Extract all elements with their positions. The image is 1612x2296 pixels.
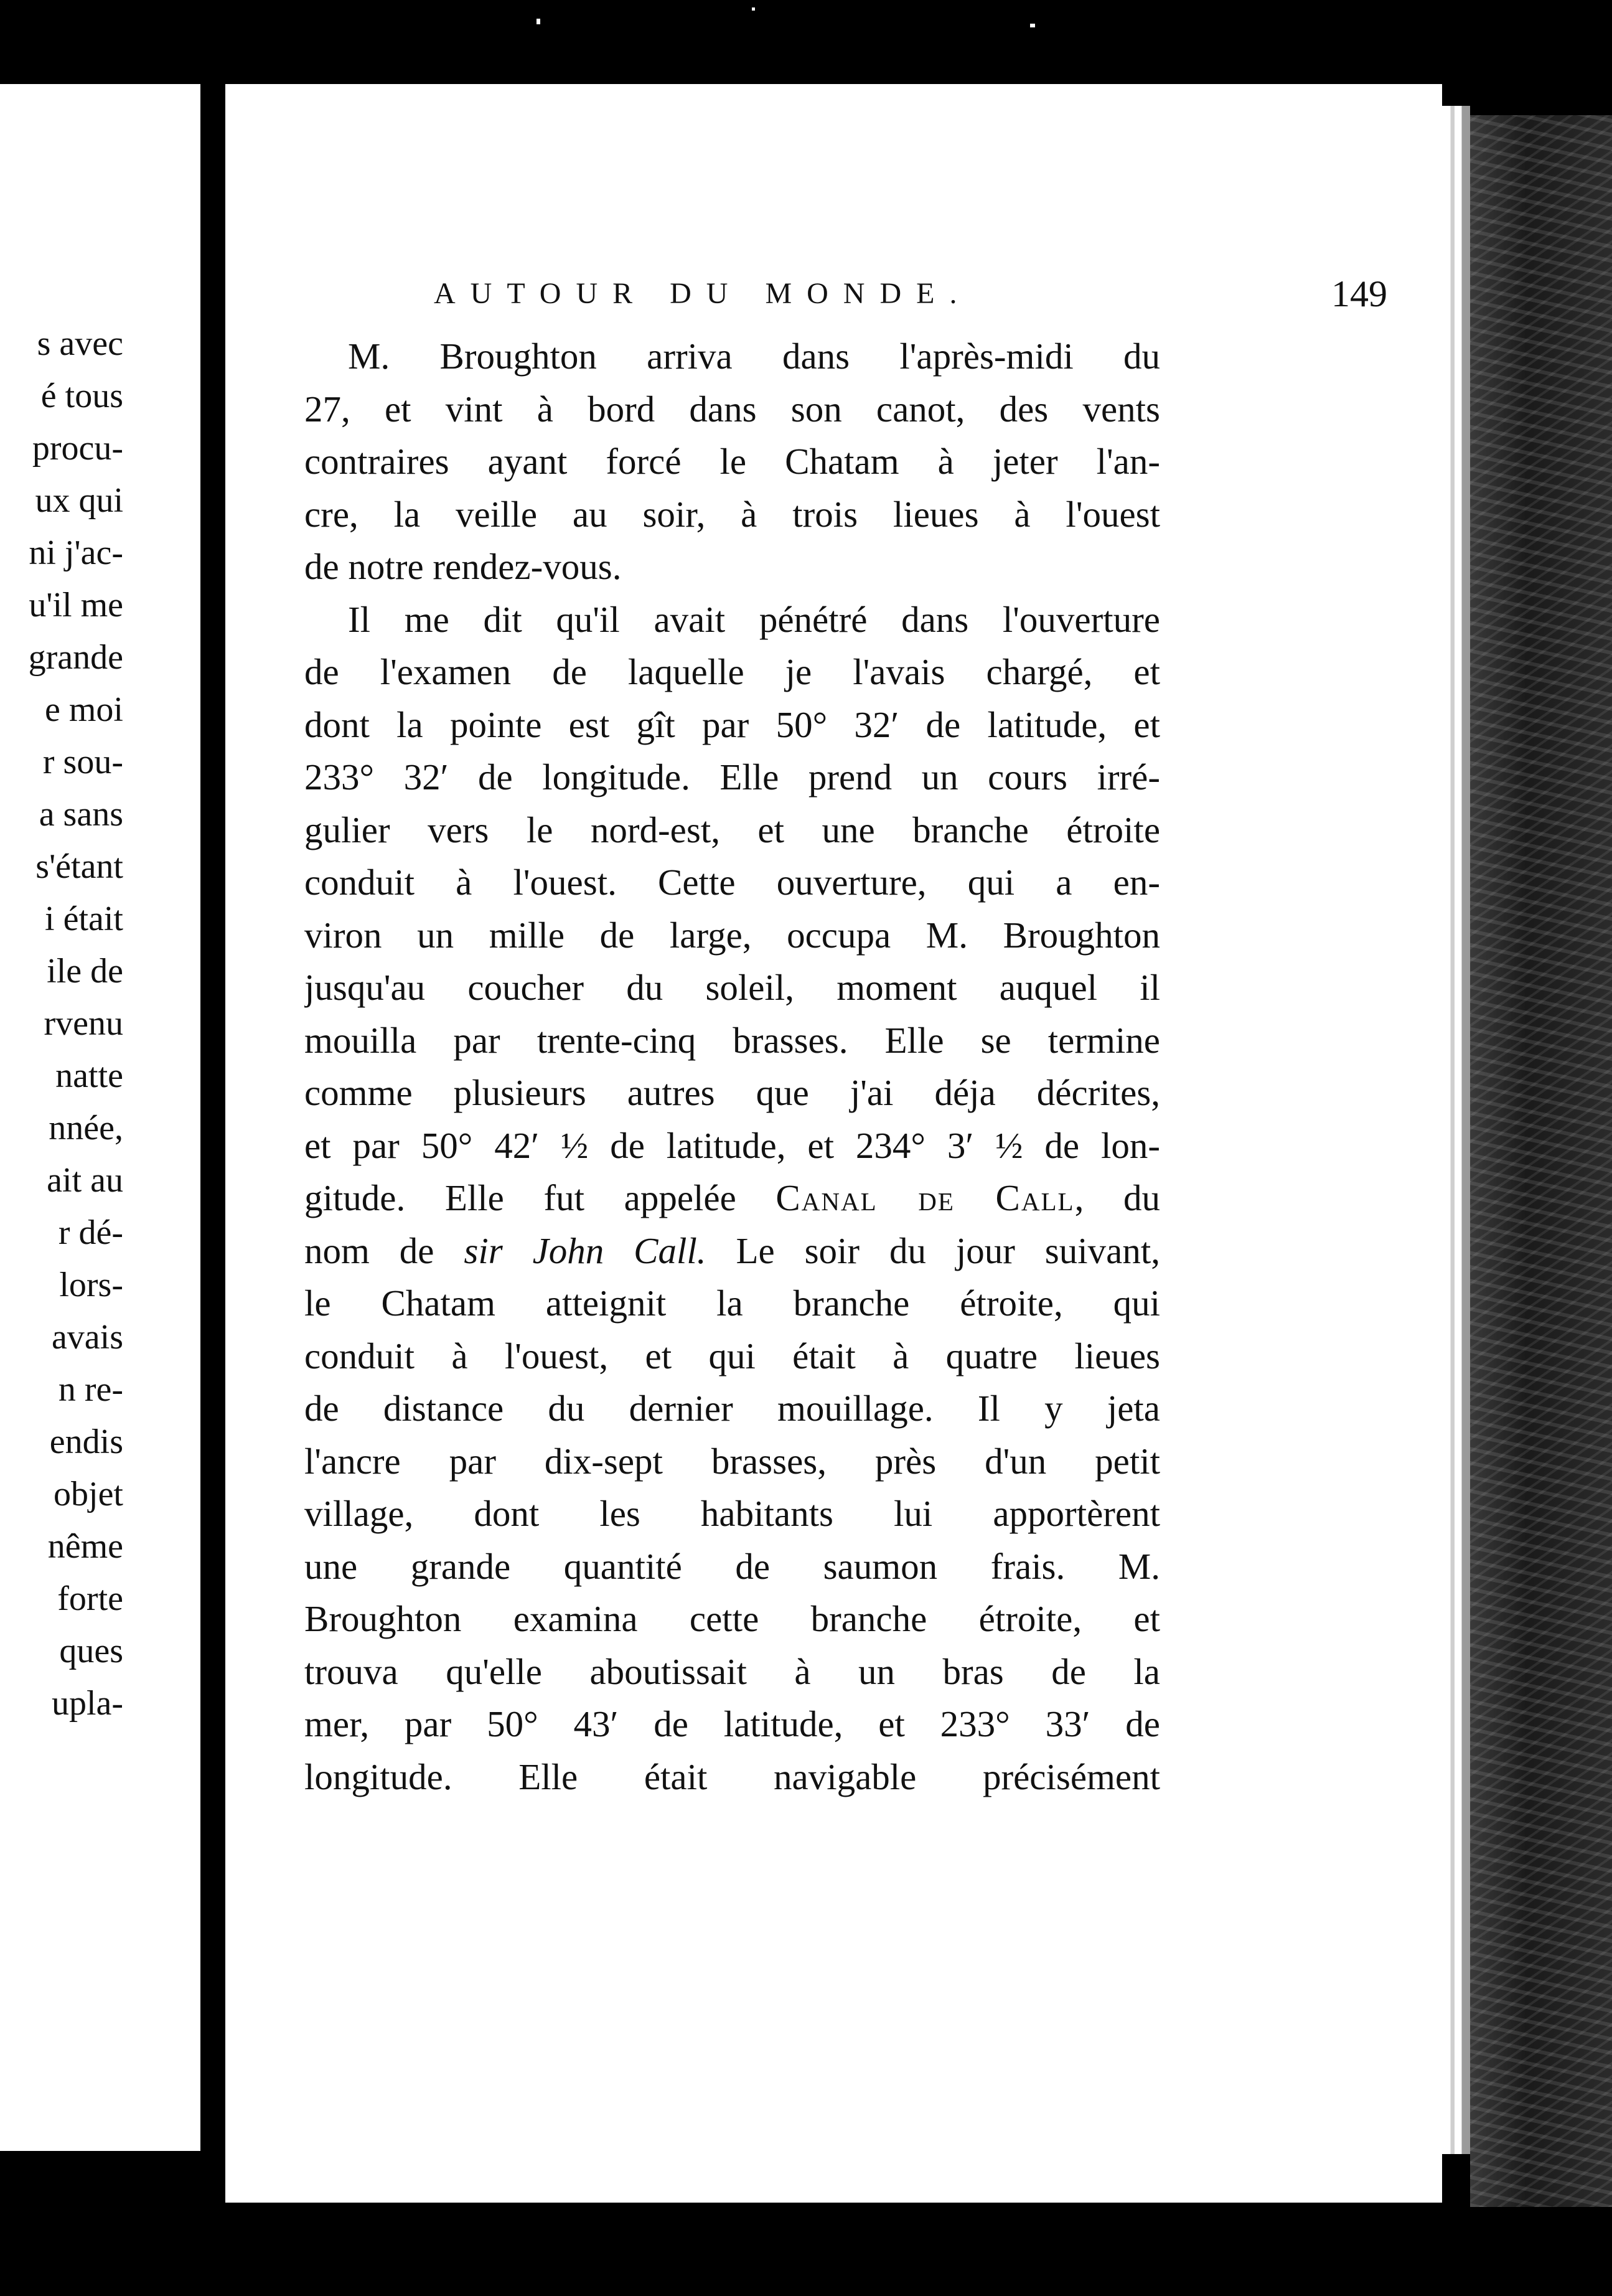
text-line: et par 50° 42′ ½ de latitude, et 234° 3′ ½ de lon- bbox=[304, 1124, 1160, 1166]
text-line: le Chatam atteignit la branche étroite, qui bbox=[304, 1282, 1160, 1324]
text-line: mouilla par trente-cinq brasses. Elle se termine bbox=[304, 1019, 1160, 1061]
text-line: Broughton examina cette branche étroite, et bbox=[304, 1598, 1160, 1639]
text-line: mer, par 50° 43′ de latitude, et 233° 33′ de bbox=[304, 1703, 1160, 1744]
facing-page-line-fragment: lors- bbox=[59, 1266, 123, 1304]
facing-page-line-fragment: objet bbox=[54, 1475, 123, 1513]
text-line: M. Broughton arriva dans l'après-midi du bbox=[348, 336, 1160, 377]
small-caps-name: Canal de Call bbox=[776, 1177, 1075, 1218]
text-line: cre, la veille au soir, à trois lieues à l'ouest bbox=[304, 493, 1160, 535]
facing-page-line-fragment: r dé- bbox=[58, 1213, 123, 1252]
text-line: Il me dit qu'il avait pénétré dans l'ouverture bbox=[348, 598, 1160, 640]
page-body bbox=[304, 330, 1160, 1803]
text-line: de distance du dernier mouillage. Il y jeta bbox=[304, 1388, 1160, 1429]
text-run: Le soir du jour suivant, bbox=[706, 1230, 1160, 1271]
facing-page-line-fragment: ni j'ac- bbox=[29, 534, 123, 572]
facing-page-strip bbox=[0, 84, 200, 2151]
text-run: nom de bbox=[304, 1230, 464, 1271]
facing-page-line-fragment: forte bbox=[57, 1579, 123, 1618]
text-line: conduit à l'ouest, et qui était à quatre lieues bbox=[304, 1335, 1160, 1376]
text-line: 233° 32′ de longitude. Elle prend un cours irré- bbox=[304, 756, 1160, 797]
italic-name: sir John Call. bbox=[464, 1230, 706, 1271]
text-line: une grande quantité de saumon frais. M. bbox=[304, 1545, 1160, 1587]
page-number: 149 bbox=[1331, 273, 1387, 314]
scan-speck bbox=[1030, 24, 1035, 27]
text-line: contraires ayant forcé le Chatam à jeter l'an- bbox=[304, 441, 1160, 482]
facing-page-line-fragment: rvenu bbox=[44, 1004, 123, 1043]
book-binding bbox=[1470, 115, 1612, 2207]
text-line: de notre rendez-vous. bbox=[304, 546, 622, 587]
facing-page-line-fragment: i était bbox=[45, 900, 123, 938]
text-line: 27, et vint à bord dans son canot, des vents bbox=[304, 388, 1160, 430]
facing-page-line-fragment: ques bbox=[59, 1632, 123, 1670]
facing-page-line-fragment: s avec bbox=[37, 324, 123, 363]
text-line: de l'examen de laquelle je l'avais chargé, et bbox=[304, 651, 1160, 692]
text-line: gulier vers le nord-est, et une branche étroite bbox=[304, 809, 1160, 850]
facing-page-line-fragment: ait au bbox=[47, 1161, 123, 1200]
facing-page-line-fragment: avais bbox=[51, 1318, 123, 1357]
text-run: , du bbox=[1074, 1177, 1160, 1218]
facing-page-line-fragment: s'étant bbox=[35, 847, 123, 886]
running-title: AUTOUR DU MONDE. bbox=[434, 277, 972, 310]
scan-speck bbox=[1352, 1545, 1358, 1549]
facing-page-line-fragment: endis bbox=[49, 1423, 123, 1461]
facing-page-line-fragment: nême bbox=[47, 1527, 123, 1566]
text-line: comme plusieurs autres que j'ai déja décrites, bbox=[304, 1072, 1160, 1113]
facing-page-line-fragment: procu- bbox=[32, 429, 123, 468]
facing-page-line-fragment: upla- bbox=[51, 1684, 123, 1723]
text-line: jusqu'au coucher du soleil, moment auquel il bbox=[304, 967, 1160, 1008]
running-head bbox=[434, 269, 1387, 319]
scan-speck bbox=[537, 19, 540, 24]
page-fore-edge bbox=[1442, 106, 1470, 2154]
text-line: dont la pointe est gît par 50° 32′ de latitude, et bbox=[304, 703, 1160, 745]
book-page bbox=[225, 84, 1442, 2203]
text-line bbox=[304, 1172, 1160, 1225]
text-run: gitude. Elle fut appelée bbox=[304, 1177, 776, 1218]
text-line: l'ancre par dix-sept brasses, près d'un petit bbox=[304, 1440, 1160, 1482]
facing-page-line-fragment: grande bbox=[28, 638, 123, 677]
text-line: trouva qu'elle aboutissait à un bras de la bbox=[304, 1650, 1160, 1692]
text-line: conduit à l'ouest. Cette ouverture, qui a en- bbox=[304, 862, 1160, 903]
facing-page-line-fragment: nnée, bbox=[49, 1109, 123, 1147]
text-line: longitude. Elle était navigable précisément bbox=[304, 1756, 1160, 1797]
facing-page-line-fragment: u'il me bbox=[29, 586, 123, 624]
facing-page-line-fragment: é tous bbox=[40, 377, 123, 415]
facing-page-line-fragment: r sou- bbox=[42, 743, 123, 781]
facing-page-line-fragment: ux qui bbox=[35, 481, 123, 520]
facing-page-line-fragment: e moi bbox=[45, 690, 123, 729]
facing-page-line-fragment: ile de bbox=[47, 952, 123, 990]
facing-page-line-fragment: a sans bbox=[39, 795, 123, 834]
text-line: viron un mille de large, occupa M. Broughton bbox=[304, 914, 1160, 956]
scan-speck bbox=[752, 7, 755, 11]
facing-page-line-fragment: n re- bbox=[58, 1370, 123, 1409]
facing-page-line-fragment: natte bbox=[55, 1056, 123, 1095]
text-line bbox=[304, 1225, 1160, 1277]
text-line: village, dont les habitants lui apportèrent bbox=[304, 1493, 1160, 1534]
